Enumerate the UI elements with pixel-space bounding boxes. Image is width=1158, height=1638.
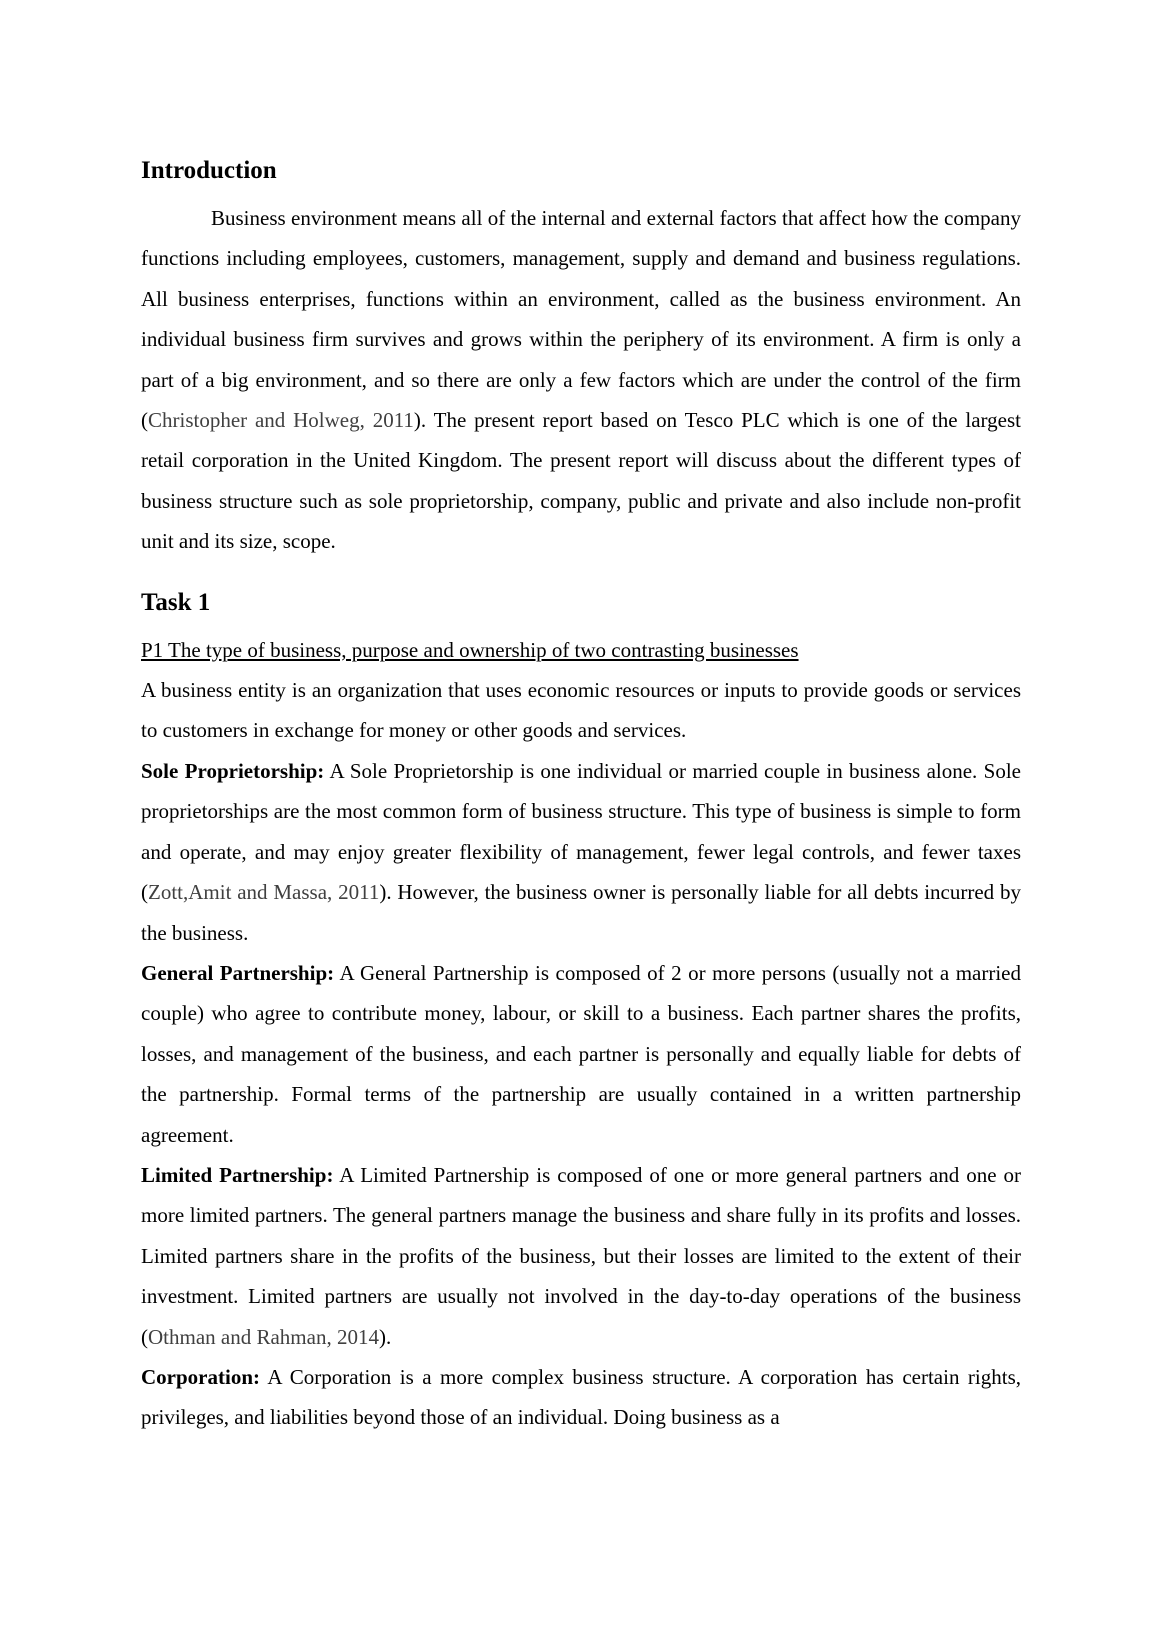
introduction-paragraph [141, 198, 1021, 562]
general-partnership-paragraph [141, 953, 1021, 1155]
corporation-paragraph [141, 1357, 1021, 1438]
corporation-term: Corporation: [141, 1364, 260, 1389]
business-entity-paragraph: A business entity is an organization that uses economic resources or inputs to provide goods or services to customers in exchange for money or other goods and services. [141, 678, 1021, 743]
sole-proprietorship-paragraph [141, 751, 1021, 953]
introduction-heading: Introduction [141, 157, 277, 184]
task-1-heading: Task 1 [141, 588, 211, 616]
page-content [141, 156, 1021, 1438]
limited-partnership-term: Limited Partnership: [141, 1162, 334, 1187]
corporation-text: A Corporation is a more complex business structure. A corporation has certain rights, privileges, and liabilities beyond those of an individual. Doing business as a [141, 1364, 1021, 1430]
citation-zott-amit-massa: Zott,Amit and Massa, 2011 [148, 880, 380, 905]
sole-proprietorship-term: Sole Proprietorship: [141, 758, 325, 783]
limited-partnership-text-end: ). [378, 1324, 392, 1349]
limited-partnership-paragraph [141, 1155, 1021, 1357]
intro-text-end: ). The present report based on Tesco PLC which is one of the largest retail corporation in the United Kingdom. The present report will discuss about the different types of business structure such as sole proprietorship, company, public and private and also include non-profit unit and its size, scope. [141, 408, 1021, 554]
sole-proprietorship-text-end: ). However, the business owner is personally liable for all debts incurred by the business. [141, 880, 1021, 945]
sole-proprietorship-text: A Sole Proprietorship is one individual or married couple in business alone. Sole proprietorships are the most common form of business structure. This type of business is simple to form and operate, and may enjoy greater flexibility of management, fewer legal controls, and fewer taxes ( [141, 758, 1021, 905]
p1-subheading: P1 The type of business, purpose and ownership of two contrasting businesses [141, 637, 799, 662]
intro-text: Business environment means all of the internal and external factors that affect how the company functions including employees, customers, management, supply and demand and business regulations. All business enterprises, functions within an environment, called as the business environment. An individual business firm survives and grows within the periphery of its environment. A firm is only a part of a big environment, and so there are only a few factors which are under the control of the firm ( [141, 206, 1021, 433]
general-partnership-term: General Partnership: [141, 960, 335, 985]
citation-othman-rahman: Othman and Rahman, 2014 [148, 1324, 379, 1349]
general-partnership-text: A General Partnership is composed of 2 or more persons (usually not a married couple) who agree to contribute money, labour, or skill to a business. Each partner shares the profits, losses, and management of the business, and each partner is personally and equally liable for debts of the partnership. Formal terms of the partnership are usually contained in a written partnership agreement. [141, 960, 1021, 1147]
limited-partnership-text: A Limited Partnership is composed of one or more general partners and one or more limited partners. The general partners manage the business and share fully in its profits and losses. Limited partners share in the profits of the business, but their losses are limited to the extent of their investment. Limited partners are usually not involved in the day-to-day operations of the business ( [141, 1162, 1022, 1349]
citation-christopher-holweg: Christopher and Holweg, 2011 [148, 408, 414, 433]
